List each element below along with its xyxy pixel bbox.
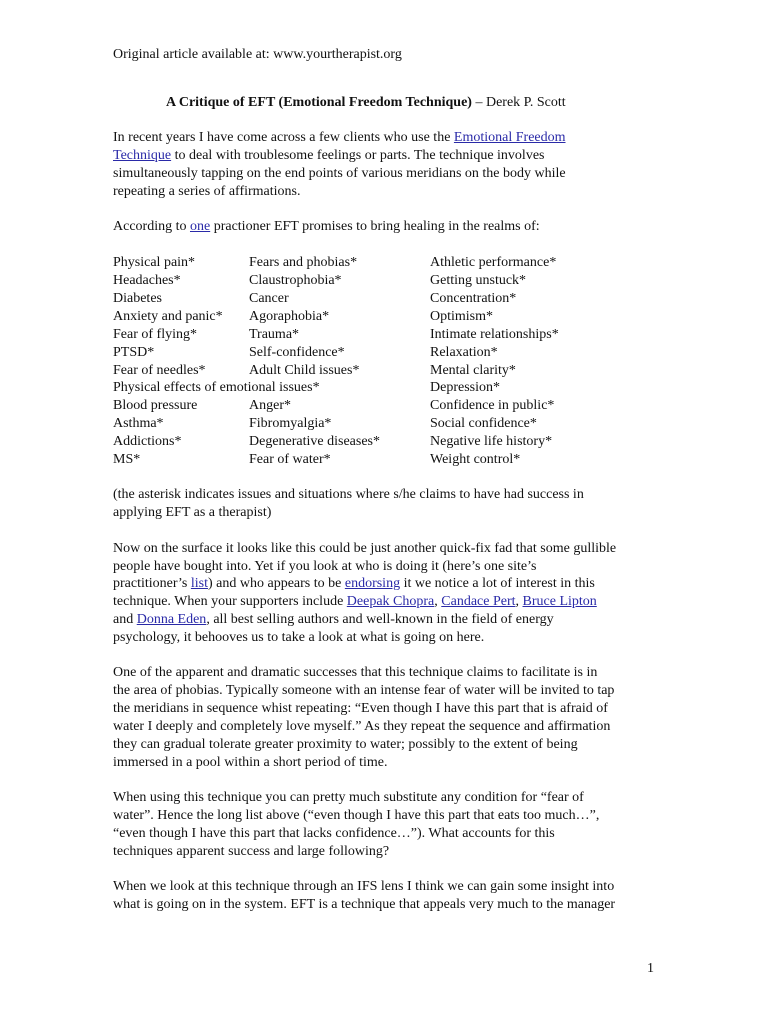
substitute-line-2: water”. Hence the long list above (“even though I have this part that eats too much…”,: [113, 808, 600, 823]
surface-line-5: and Donna Eden, all best selling authors and well-known in the field of energy: [113, 612, 554, 627]
intro-line-4: repeating a series of affirmations.: [113, 184, 301, 199]
condition-cell: Diabetes: [113, 291, 162, 306]
surface-line-6: psychology, it behooves us to take a look at what is going on here.: [113, 630, 485, 645]
phobias-line-4: water I deeply and completely love myself.” As they repeat the sequence and affirmation: [113, 719, 611, 734]
condition-cell: Anxiety and panic*: [113, 309, 223, 324]
condition-cell: PTSD*: [113, 345, 155, 360]
condition-cell: Intimate relationships*: [430, 327, 559, 342]
substitute-line-4: techniques apparent success and large following?: [113, 844, 390, 859]
surface-line-1: Now on the surface it looks like this could be just another quick-fix fad that some gullible: [113, 541, 617, 556]
condition-cell: Self-confidence*: [249, 345, 345, 360]
condition-cell: Agoraphobia*: [249, 309, 330, 324]
condition-cell: Adult Child issues*: [249, 363, 360, 378]
condition-cell: Getting unstuck*: [430, 273, 527, 288]
phobias-line-6: immersed in a pool within a short period of time.: [113, 755, 388, 770]
condition-cell: Negative life history*: [430, 434, 553, 449]
candace-pert-link[interactable]: Candace Pert: [441, 594, 516, 609]
condition-cell: Degenerative diseases*: [249, 434, 380, 449]
intro-line-1: In recent years I have come across a few clients who use the Emotional Freedom: [113, 130, 566, 145]
phobias-line-1: One of the apparent and dramatic successes that this technique claims to facilitate is in: [113, 665, 598, 680]
list-link[interactable]: list: [190, 576, 209, 591]
bruce-lipton-link[interactable]: Bruce Lipton: [522, 594, 597, 609]
intro-line-3: simultaneously tapping on the end points of various meridians on the body while: [113, 166, 566, 181]
intro-line-2: Technique to deal with troublesome feelings or parts. The technique involves: [113, 148, 545, 163]
condition-cell: Depression*: [430, 380, 500, 395]
condition-cell: Optimism*: [430, 309, 494, 324]
title-author: – Derek P. Scott: [471, 95, 566, 110]
title-main: A Critique of EFT (Emotional Freedom Technique): [166, 95, 472, 110]
condition-cell: Fibromyalgia*: [249, 416, 332, 431]
condition-cell: Social confidence*: [430, 416, 537, 431]
condition-cell: Confidence in public*: [430, 398, 555, 413]
deepak-chopra-link[interactable]: Deepak Chopra: [346, 594, 435, 609]
phobias-line-2: the area of phobias. Typically someone with an intense fear of water will be invited to tap: [113, 683, 615, 698]
eft-link-part2[interactable]: Technique: [113, 148, 172, 163]
article-title: [166, 94, 566, 112]
condition-cell: Relaxation*: [430, 345, 498, 360]
ifs-line-1: When we look at this technique through an IFS lens I think we can gain some insight into: [113, 879, 615, 894]
condition-cell: Anger*: [249, 398, 291, 413]
endorsing-link[interactable]: endorsing: [344, 576, 401, 591]
eft-link-part1[interactable]: Emotional Freedom: [453, 130, 566, 145]
condition-cell: Fear of water*: [249, 452, 331, 467]
condition-cell: Addictions*: [113, 434, 182, 449]
condition-cell: Fear of flying*: [113, 327, 197, 342]
one-link[interactable]: one: [189, 219, 211, 234]
surface-line-3: practitioner’s list) and who appears to be endorsing it we notice a lot of interest in this: [113, 576, 595, 591]
condition-cell: Concentration*: [430, 291, 517, 306]
source-line: Original article available at: www.yourtherapist.org: [113, 47, 402, 62]
page-number: 1: [647, 961, 654, 976]
ifs-line-2: what is going on in the system. EFT is a technique that appeals very much to the manager: [113, 897, 616, 912]
condition-cell: Physical effects of emotional issues*: [113, 380, 320, 395]
condition-cell: Physical pain*: [113, 255, 196, 270]
condition-cell: Cancer: [249, 291, 289, 306]
surface-line-4: technique. When your supporters include Deepak Chopra, Candace Pert, Bruce Lipton: [113, 594, 597, 609]
substitute-line-3: “even though I have this part that lacks confidence…”). What accounts for this: [113, 826, 555, 841]
condition-cell: Claustrophobia*: [249, 273, 342, 288]
condition-cell: MS*: [113, 452, 141, 467]
condition-cell: Asthma*: [113, 416, 164, 431]
condition-cell: Fear of needles*: [113, 363, 206, 378]
phobias-line-3: the meridians in sequence whist repeating: “Even though I have this part that is afraid of: [113, 701, 608, 716]
surface-line-2: people have bought into. Yet if you look at who is doing it (here’s one site’s: [113, 559, 537, 574]
condition-cell: Weight control*: [430, 452, 521, 467]
condition-cell: Blood pressure: [113, 398, 198, 413]
asterisk-note-line-2: applying EFT as a therapist): [113, 505, 272, 520]
phobias-line-5: they can gradual tolerate greater proximity to water; possibly to the extent of being: [113, 737, 578, 752]
condition-cell: Headaches*: [113, 273, 181, 288]
condition-cell: Athletic performance*: [430, 255, 557, 270]
condition-cell: Mental clarity*: [430, 363, 516, 378]
asterisk-note-line-1: (the asterisk indicates issues and situations where s/he claims to have had success in: [113, 487, 584, 502]
condition-cell: Trauma*: [249, 327, 300, 342]
according-line: According to one practioner EFT promises to bring healing in the realms of:: [113, 219, 540, 234]
donna-eden-link[interactable]: Donna Eden: [136, 612, 207, 627]
substitute-line-1: When using this technique you can pretty much substitute any condition for “fear of: [113, 790, 584, 805]
condition-cell: Fears and phobias*: [249, 255, 358, 270]
